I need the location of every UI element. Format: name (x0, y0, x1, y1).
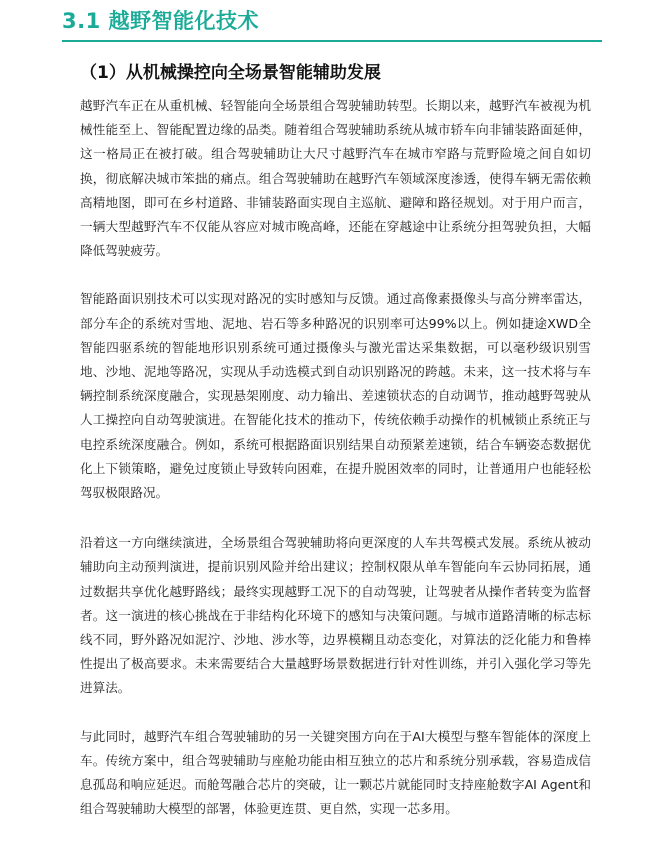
section-title: 3.1 越野智能化技术 (62, 9, 260, 33)
paragraph-2: 智能路面识别技术可以实现对路况的实时感知与反馈。通过高像素摄像头与高分辨率雷达，部分车企的系统对雪地、泥地、岩石等多种路况的识别率可达99%以上。例如捷途XWD全智能四驱系统的智能地形识别系统可通过摄像头与激光雷达采集数据，可以毫秒级识别雪地、沙地、泥地等路况，实现从手动选模式到自动识别路况的跨越。未来，这一技术将与车辆控制系统深度融合，实现悬架刚度、动力输出、差速锁状态的自动调节，推动越野驾驶从人工操控向自动驾驶演进。在智能化技术的推动下，传统依赖手动操作的机械锁止系统正与电控系统深度融合。例如，系统可根据路面识别结果自动预紧差速锁，结合车辆姿态数据优化上下锁策略，避免过度锁止导致转向困难，在提升脱困效率的同时，让普通用户也能轻松驾驭极限路况。 (80, 291, 591, 501)
article-body (80, 94, 591, 845)
subsection-title: （1）从机械操控向全场景智能辅助发展 (80, 63, 381, 83)
paragraph-3: 沿着这一方向继续演进，全场景组合驾驶辅助将向更深度的人车共驾模式发展。系统从被动辅助向主动预判演进，提前识别风险并给出建议；控制权限从单车智能向车云协同拓展，通过数据共享优化越野路线；最终实现越野工况下的自动驾驶，让驾驶者从操作者转变为监督者。这一演进的核心挑战在于非结构化环境下的感知与决策问题。与城市道路清晰的标志标线不同，野外路况如泥泞、沙地、涉水等，边界模糊且动态变化，对算法的泛化能力和鲁棒性提出了极高要求。未来需要结合大量越野场景数据进行针对性训练，并引入强化学习等先进算法。 (80, 535, 591, 696)
paragraph-4: 与此同时，越野汽车组合驾驶辅助的另一关键突围方向在于AI大模型与整车智能体的深度上车。传统方案中，组合驾驶辅助与座舱功能由相互独立的芯片和系统分别承载，容易造成信息孤岛和响应延迟。而舱驾融合芯片的突破，让一颗芯片就能同时支持座舱数字AI Agent和组合驾驶辅助大模型的部署，体验更连贯、更自然，实现一芯多用。 (80, 728, 591, 817)
section-header (62, 10, 602, 38)
section-divider (62, 40, 602, 42)
paragraph-1: 越野汽车正在从重机械、轻智能向全场景组合驾驶辅助转型。长期以来，越野汽车被视为机械性能至上、智能配置边缘的品类。随着组合驾驶辅助系统从城市轿车向非铺装路面延伸，这一格局正在被打破。组合驾驶辅助让大尺寸越野汽车在城市窄路与荒野险境之间自如切换，彻底解决城市笨拙的痛点。组合驾驶辅助在越野汽车领域深度渗透，使得车辆无需依赖高精地图，即可在乡村道路、非铺装路面实现自主巡航、避障和路径规划。对于用户而言，一辆大型越野汽车不仅能从容应对城市晚高峰，还能在穿越途中让系统分担驾驶负担，大幅降低驾驶疲劳。 (80, 98, 591, 259)
